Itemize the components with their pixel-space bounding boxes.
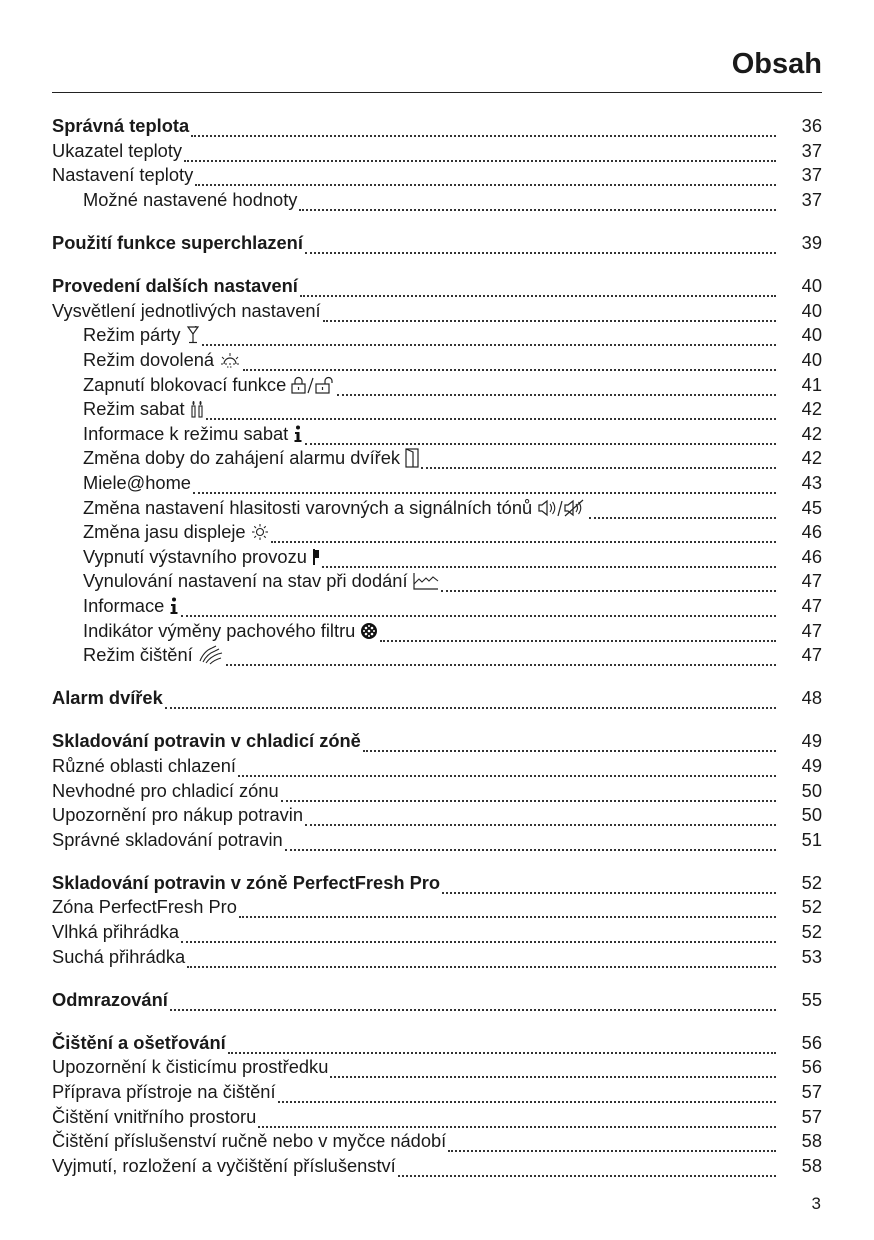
toc-dot-leader (330, 1060, 776, 1078)
toc-dot-leader (193, 476, 776, 494)
toc-subentry[interactable] (52, 446, 822, 471)
toc-section-entry[interactable] (52, 231, 822, 256)
toc-dot-leader (278, 1085, 776, 1103)
toc-page-number: 46 (801, 521, 822, 543)
toc-entry-text (52, 829, 283, 851)
toc-entry-text (52, 472, 191, 494)
toc-dot-leader (305, 808, 776, 826)
toc-entry-label: Změna doby do zahájení alarmu dvířek (83, 447, 401, 469)
toc-entry-label: Vyjmutí, rozložení a vyčištění příslušenství (52, 1154, 396, 1176)
toc-entry-text (52, 595, 179, 617)
toc-subentry[interactable] (52, 569, 822, 594)
section-gap (52, 1012, 822, 1031)
toc-entry-text (52, 946, 185, 968)
toc-entry-text (52, 1130, 446, 1152)
sabbath-candles-icon (190, 400, 204, 418)
toc-entry-label: Příprava přístroje na čištění (52, 1080, 276, 1102)
toc-entry-text (52, 989, 168, 1011)
toc-subentry[interactable] (52, 372, 822, 397)
toc-subentry[interactable] (52, 643, 822, 668)
toc-entry-text (52, 497, 587, 519)
toc-entry[interactable] (52, 827, 822, 852)
toc-entry-text (52, 423, 303, 445)
toc-page-number: 52 (801, 896, 822, 918)
toc-dot-leader (170, 993, 776, 1011)
toc-dot-leader (184, 144, 776, 162)
toc-dot-leader (589, 501, 776, 519)
toc-entry-text (52, 140, 182, 162)
toc-entry-text (52, 620, 378, 642)
toc-dot-leader (165, 691, 776, 709)
toc-subentry[interactable] (52, 495, 822, 520)
toc-entry-text (52, 115, 189, 137)
toc-page-number: 39 (801, 232, 822, 254)
toc-subentry[interactable] (52, 618, 822, 643)
toc-entry[interactable] (52, 1080, 822, 1105)
toc-entry[interactable] (52, 803, 822, 828)
toc-entry[interactable] (52, 1055, 822, 1080)
toc-page-number: 50 (801, 779, 822, 801)
toc-page-number: 55 (801, 988, 822, 1010)
toc-entry-text (52, 349, 241, 371)
toc-page-number: 37 (801, 139, 822, 161)
toc-entry-label: Vlhká přihrádka (52, 921, 180, 943)
toc-dot-leader (421, 451, 776, 469)
toc-page-number: 52 (801, 871, 822, 893)
toc-entry-text (52, 570, 439, 592)
toc-page-number: 57 (801, 1080, 822, 1102)
toc-entry-text (52, 780, 279, 802)
toc-page-number: 57 (801, 1105, 822, 1127)
toc-entry-label: Indikátor výměny pachového filtru (83, 619, 356, 641)
toc-subentry[interactable] (52, 545, 822, 570)
toc-section-entry[interactable] (52, 871, 822, 896)
toc-dot-leader (187, 950, 776, 968)
party-glass-icon (186, 326, 200, 344)
toc-dot-leader (398, 1159, 776, 1177)
toc-dot-leader (380, 624, 776, 642)
speaker-on-off-icon (537, 499, 587, 517)
toc-page-number: 58 (801, 1130, 822, 1152)
toc-subentry[interactable] (52, 323, 822, 348)
page-title: Obsah (731, 48, 822, 80)
toc-dot-leader (300, 279, 776, 297)
toc-entry-label: Vypnutí výstavního provozu (83, 545, 307, 567)
toc-page-number: 43 (801, 472, 822, 494)
toc-entry-label: Miele@home (83, 472, 191, 494)
toc-entry-text (52, 1056, 328, 1078)
toc-entry-text (52, 275, 298, 297)
toc-entry-label: Správné skladování potravin (52, 828, 283, 850)
toc-page-number: 37 (801, 164, 822, 186)
toc-dot-leader (337, 378, 776, 396)
toc-dot-leader (363, 734, 776, 752)
lock-unlock-icon (291, 376, 335, 394)
toc-page-number: 50 (801, 804, 822, 826)
vacation-sun-icon (219, 351, 241, 369)
toc-dot-leader (305, 427, 776, 445)
toc-section-entry[interactable] (52, 114, 822, 139)
toc-entry-label: Ukazatel teploty (52, 139, 183, 161)
toc-page-number: 40 (801, 324, 822, 346)
toc-entry-label: Čištění příslušenství ručně nebo v myčce nádobí (52, 1130, 447, 1152)
toc-entry[interactable] (52, 1153, 822, 1178)
toc-entry[interactable] (52, 754, 822, 779)
toc-entry-text (52, 687, 163, 709)
toc-entry-label: Režim párty (83, 324, 181, 346)
toc-page-number: 47 (801, 619, 822, 641)
toc-section-entry[interactable] (52, 987, 822, 1012)
toc-entry-label: Nevhodné pro chladicí zónu (52, 779, 279, 801)
toc-page-number: 52 (801, 921, 822, 943)
toc-entry-text (52, 546, 320, 568)
toc-entry-label: Suchá přihrádka (52, 945, 186, 967)
toc-entry[interactable] (52, 139, 822, 164)
section-gap (52, 969, 822, 988)
toc-entry-text (52, 872, 440, 894)
toc-page-number: 42 (801, 447, 822, 469)
toc-entry-text (52, 324, 200, 346)
toc-dot-leader (202, 328, 776, 346)
toc-entry-text (52, 644, 224, 666)
toc-entry-label: Skladování potravin v chladicí zóně (52, 730, 361, 752)
toc-subentry[interactable] (52, 397, 822, 422)
toc-dot-leader (441, 574, 776, 592)
toc-page-number: 40 (801, 299, 822, 321)
toc-section-entry[interactable] (52, 1031, 822, 1056)
toc-page-number: 47 (801, 594, 822, 616)
toc-entry[interactable] (52, 299, 822, 324)
toc-page-number: 58 (801, 1154, 822, 1176)
toc-dot-leader (226, 648, 776, 666)
toc-subentry[interactable] (52, 520, 822, 545)
toc-dot-leader (195, 168, 776, 186)
section-gap (52, 255, 822, 274)
toc-dot-leader (238, 759, 776, 777)
toc-entry[interactable] (52, 1104, 822, 1129)
toc-entry-label: Použití funkce superchlazení (52, 232, 303, 254)
toc-page-number: 36 (801, 115, 822, 137)
page-number: 3 (811, 1194, 821, 1213)
toc-entry-label: Vynulování nastavení na stav při dodání (83, 570, 408, 592)
toc-entry-label: Čištění vnitřního prostoru (52, 1105, 257, 1127)
toc-entry-label: Možné nastavené hodnoty (83, 189, 298, 211)
toc-entry-text (52, 1032, 226, 1054)
flag-icon (312, 548, 320, 566)
toc-entry-text (52, 1155, 396, 1177)
toc-page-number: 49 (801, 754, 822, 776)
toc-entry-text (52, 189, 297, 211)
factory-icon (413, 572, 439, 590)
toc-entry-label: Informace k režimu sabat (83, 422, 289, 444)
toc-dot-leader (181, 925, 776, 943)
title-rule (52, 92, 822, 93)
toc-dot-leader (243, 353, 776, 371)
toc-entry[interactable] (52, 163, 822, 188)
toc-dot-leader (191, 119, 776, 137)
toc-entry-label: Změna jasu displeje (83, 521, 246, 543)
table-of-contents (52, 114, 822, 1178)
toc-subentry[interactable] (52, 348, 822, 373)
toc-page-number: 40 (801, 275, 822, 297)
toc-entry-label: Alarm dvířek (52, 687, 163, 709)
section-gap (52, 852, 822, 871)
toc-dot-leader (228, 1036, 776, 1054)
toc-page-number: 47 (801, 570, 822, 592)
toc-page-number: 51 (801, 828, 822, 850)
toc-entry-text (52, 896, 237, 918)
toc-page-number: 48 (801, 687, 822, 709)
toc-page-number: 40 (801, 349, 822, 371)
toc-entry-label: Správná teplota (52, 115, 190, 137)
toc-entry-label: Zóna PerfectFresh Pro (52, 896, 237, 918)
toc-entry-text (52, 300, 321, 322)
toc-dot-leader (285, 833, 776, 851)
toc-dot-leader (206, 402, 776, 420)
toc-dot-leader (299, 193, 776, 211)
section-gap (52, 711, 822, 730)
section-gap (52, 667, 822, 686)
toc-page-number: 45 (801, 496, 822, 518)
toc-entry-label: Upozornění pro nákup potravin (52, 804, 304, 826)
toc-dot-leader (281, 784, 776, 802)
toc-entry[interactable] (52, 778, 822, 803)
toc-entry-label: Režim sabat (83, 398, 185, 420)
info-icon (169, 597, 179, 615)
toc-page-number: 53 (801, 945, 822, 967)
toc-entry-label: Vysvětlení jednotlivých nastavení (52, 299, 321, 321)
toc-dot-leader (258, 1110, 776, 1128)
toc-entry-text (52, 1081, 276, 1103)
toc-page-number: 37 (801, 189, 822, 211)
toc-page-number: 56 (801, 1031, 822, 1053)
toc-dot-leader (442, 876, 776, 894)
toc-entry-text (52, 1106, 256, 1128)
toc-entry-label: Čištění a ošetřování (52, 1031, 226, 1053)
toc-dot-leader (305, 236, 776, 254)
toc-dot-leader (239, 900, 776, 918)
toc-section-entry[interactable] (52, 274, 822, 299)
toc-dot-leader (323, 304, 776, 322)
cleaning-hand-icon (198, 645, 224, 665)
toc-entry[interactable] (52, 920, 822, 945)
toc-entry-label: Změna nastavení hlasitosti varovných a signálních tónů (83, 496, 533, 518)
toc-entry[interactable] (52, 944, 822, 969)
toc-entry-text (52, 447, 419, 469)
toc-page-number: 47 (801, 644, 822, 666)
toc-entry-label: Režim dovolená (83, 349, 215, 371)
toc-dot-leader (322, 550, 776, 568)
toc-subentry[interactable] (52, 594, 822, 619)
toc-entry[interactable] (52, 895, 822, 920)
toc-entry-text (52, 804, 303, 826)
toc-entry-label: Informace (83, 594, 165, 616)
toc-page-number: 41 (801, 373, 822, 395)
toc-dot-leader (448, 1134, 776, 1152)
toc-entry-text (52, 730, 361, 752)
toc-subentry[interactable] (52, 188, 822, 213)
toc-entry-label: Různé oblasti chlazení (52, 754, 236, 776)
toc-subentry[interactable] (52, 422, 822, 447)
toc-entry-label: Zapnutí blokovací funkce (83, 373, 287, 395)
toc-entry-label: Skladování potravin v zóně PerfectFresh Pro (52, 871, 441, 893)
toc-entry[interactable] (52, 1129, 822, 1154)
toc-page-number: 42 (801, 398, 822, 420)
toc-dot-leader (271, 525, 776, 543)
toc-entry-text (52, 374, 335, 396)
toc-entry-text (52, 921, 179, 943)
toc-entry-text (52, 232, 303, 254)
toc-entry-label: Odmrazování (52, 988, 168, 1010)
filter-icon (360, 622, 378, 640)
toc-page-number: 56 (801, 1056, 822, 1078)
section-gap (52, 212, 822, 231)
toc-section-entry[interactable] (52, 729, 822, 754)
toc-entry-label: Režim čištění (83, 644, 193, 666)
toc-page-number: 46 (801, 545, 822, 567)
toc-entry-label: Provedení dalších nastavení (52, 275, 298, 297)
toc-entry-text (52, 398, 204, 420)
toc-page-number: 49 (801, 730, 822, 752)
toc-entry-text (52, 164, 193, 186)
toc-section-entry[interactable] (52, 686, 822, 711)
toc-entry-label: Nastavení teploty (52, 164, 194, 186)
toc-subentry[interactable] (52, 471, 822, 496)
door-icon (405, 448, 419, 468)
toc-entry-label: Upozornění k čisticímu prostředku (52, 1056, 329, 1078)
toc-page-number: 42 (801, 422, 822, 444)
brightness-icon (251, 523, 269, 541)
toc-dot-leader (181, 599, 776, 617)
info-icon (293, 425, 303, 443)
toc-entry-text (52, 755, 236, 777)
toc-entry-text (52, 521, 269, 543)
